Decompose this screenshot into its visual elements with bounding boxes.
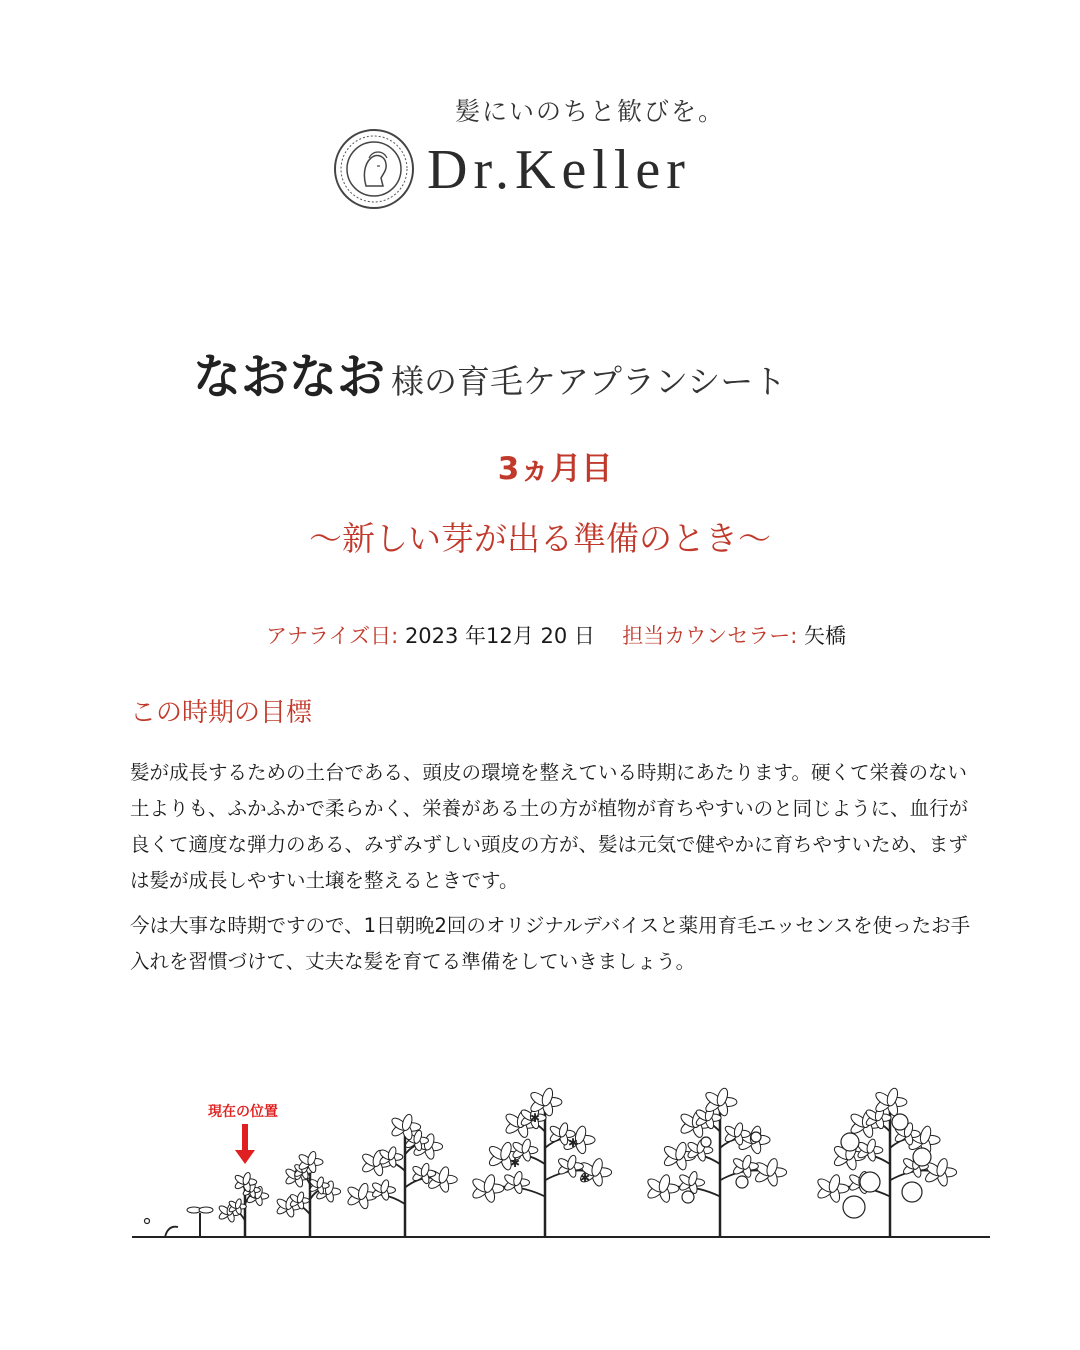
svg-text:✱: ✱	[509, 1156, 521, 1170]
title-suffix: 様の育毛ケアプランシート	[391, 362, 787, 401]
brand-seal-logo	[333, 128, 415, 210]
svg-text:✱: ✱	[529, 1111, 541, 1125]
stage-title: 〜新しい芽が出る準備のとき〜	[309, 519, 771, 558]
goal-paragraph: 髪が成長するための土台である、頭皮の環境を整えている時期にあたります。硬くて栄養のない土よりも、ふかふかで柔らかく、栄養がある土の方が植物が育ちやすいのと同じように、血行が良くて適度な弾力のある、みずみずしい頭皮の方が、髪は元気で健やかに育ちやすいため、まずは髪が成長しやすい土壌を整えるときです。	[130, 761, 969, 892]
meta-line	[0, 620, 1080, 650]
counselor-label: 担当カウンセラー:	[622, 624, 798, 648]
plant-stage-ripe	[816, 1087, 957, 1237]
svg-text:✱: ✱	[567, 1136, 579, 1150]
analyze-date-value: 2023 年12月 20 日	[404, 624, 595, 648]
plant-stage-seed	[145, 1219, 179, 1238]
plant-stage-fruit-set	[646, 1087, 787, 1237]
month-label: 3ヵ月目	[497, 451, 613, 487]
page-title	[193, 338, 786, 407]
customer-name: なおなお	[193, 349, 386, 405]
plant-growth-illustration	[120, 1080, 1000, 1250]
current-position-label: 現在の位置	[208, 1104, 278, 1120]
brand-tagline: 髪にいのちと歓びを。	[455, 97, 726, 126]
section-heading: この時期の目標	[130, 698, 313, 728]
plant-stage-young	[275, 1150, 340, 1237]
brand-name: Dr.Keller	[427, 139, 691, 201]
goal-paragraph: 今は大事な時期ですので、1日朝晩2回のオリジナルデバイスと薬用育毛エッセンスを使ったお手入れを習慣づけて、丈夫な髪を育てる準備をしていきましょう。	[130, 914, 971, 973]
plant-stage-flowering	[471, 1087, 612, 1237]
counselor-value: 矢橋	[804, 624, 846, 648]
plant-stage-sprout	[187, 1207, 213, 1237]
analyze-date-label: アナライズ日:	[266, 624, 399, 648]
plant-stage-seedling	[218, 1172, 269, 1237]
svg-text:✱: ✱	[579, 1171, 591, 1185]
plant-stage-growing	[346, 1113, 457, 1237]
